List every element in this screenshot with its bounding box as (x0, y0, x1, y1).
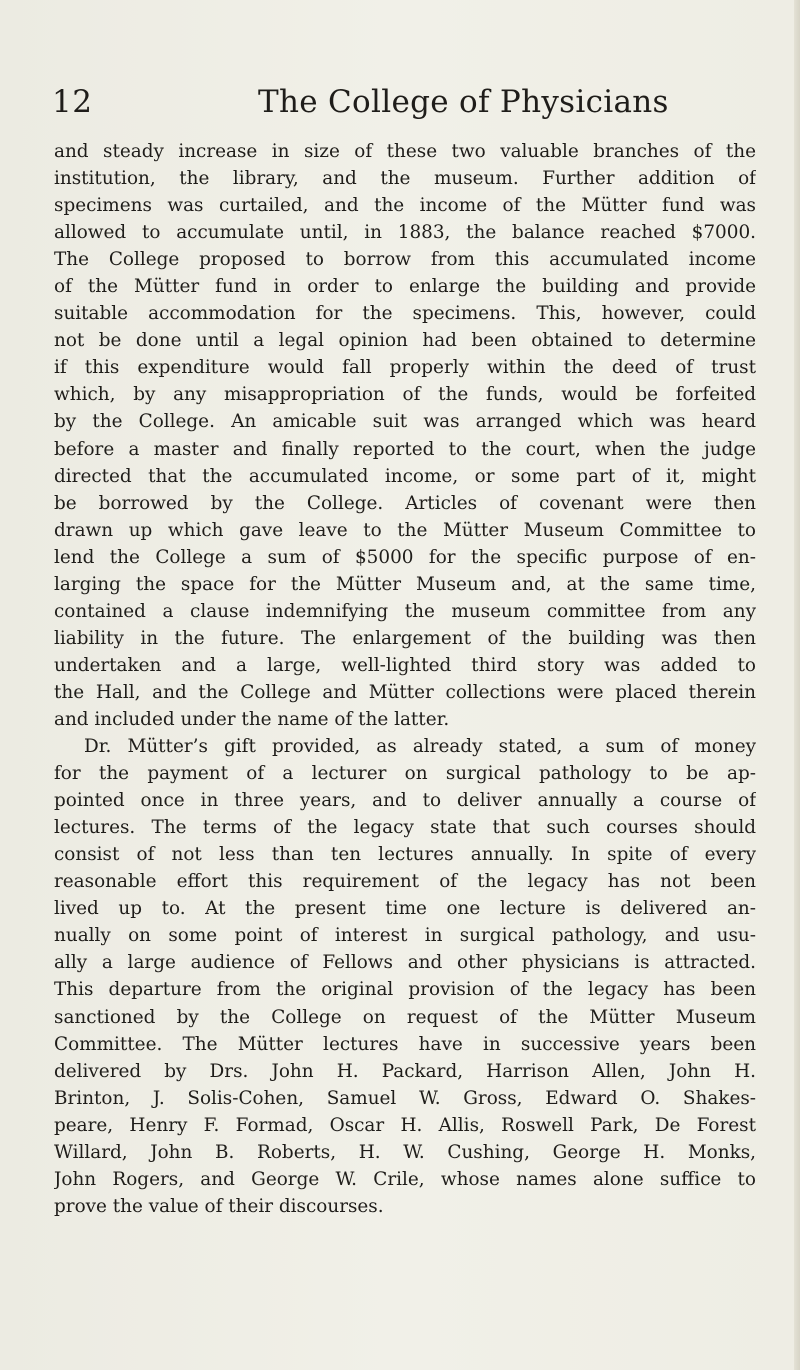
text-line: lend the College a sum of $5000 for the specific purpose of en- (54, 546, 756, 568)
text-line: Willard, John B. Roberts, H. W. Cushing, George H. Monks, (54, 1141, 756, 1163)
text-line: prove the value of their discourses. (54, 1195, 384, 1217)
text-line: not be done until a legal opinion had been obtained to determine (54, 330, 756, 352)
body-text (54, 138, 756, 1220)
text-line: and steady increase in size of these two valuable branches of the (54, 141, 756, 162)
text-line: by the College. An amicable suit was arranged which was heard (54, 411, 756, 433)
text-line: undertaken and a large, well-lighted third story was added to (54, 654, 756, 676)
text-line: institution, the library, and the museum. Further addition of (54, 168, 756, 190)
text-line: pointed once in three years, and to deliver annually a course of (54, 790, 756, 812)
text-line: lived up to. At the present time one lecture is delivered an- (54, 898, 756, 920)
text-line: consist of not less than ten lectures annually. In spite of every (54, 844, 756, 866)
page-number: 12 (52, 84, 93, 120)
text-line: lectures. The terms of the legacy state that such courses should (54, 817, 756, 839)
text-line: peare, Henry F. Formad, Oscar H. Allis, Roswell Park, De Forest (54, 1114, 756, 1136)
text-line: specimens was curtailed, and the income of the Mütter fund was (54, 195, 756, 217)
text-line: allowed to accumulate until, in 1883, the balance reached $7000. (54, 222, 756, 244)
text-line: of the Mütter fund in order to enlarge the building and provide (54, 276, 756, 298)
text-line: and included under the name of the latter. (54, 708, 450, 730)
text-line: ally a large audience of Fellows and other physicians is attracted. (54, 952, 756, 974)
text-line: be borrowed by the College. Articles of covenant were then (54, 492, 756, 514)
text-line: Dr. Mütter’s gift provided, as already stated, a sum of money (84, 736, 756, 758)
text-line: drawn up which gave leave to the Mütter Museum Committee to (54, 519, 756, 541)
text-line: Brinton, J. Solis-Cohen, Samuel W. Gross, Edward O. Shakes- (54, 1087, 756, 1109)
text-line: The College proposed to borrow from this accumulated income (54, 249, 756, 271)
text-line: John Rogers, and George W. Crile, whose names alone suffice to (54, 1168, 756, 1190)
text-line: if this expenditure would fall properly within the deed of trust (54, 357, 756, 379)
page-edge (794, 0, 800, 1370)
page-header (0, 82, 800, 122)
text-line: nually on some point of interest in surgical pathology, and usu- (54, 925, 756, 947)
text-line: sanctioned by the College on request of the Mütter Museum (54, 1006, 756, 1028)
text-line: before a master and finally reported to the court, when the judge (54, 438, 756, 460)
text-line: directed that the accumulated income, or some part of it, might (54, 465, 756, 487)
text-line: This departure from the original provision of the legacy has been (54, 979, 756, 1001)
text-line: which, by any misappropriation of the funds, would be forfeited (54, 384, 756, 406)
text-line: reasonable effort this requirement of the legacy has not been (54, 871, 756, 893)
text-line: suitable accommodation for the specimens. This, however, could (54, 303, 756, 325)
running-title: The College of Physicians (258, 84, 669, 120)
text-line: the Hall, and the College and Mütter collections were placed therein (54, 681, 756, 703)
paragraph (54, 138, 756, 733)
text-line: contained a clause indemnifying the museum committee from any (54, 600, 756, 622)
text-line: delivered by Drs. John H. Packard, Harrison Allen, John H. (54, 1060, 756, 1082)
paragraph (54, 733, 756, 1220)
text-line: Committee. The Mütter lectures have in successive years been (54, 1033, 756, 1055)
text-line: liability in the future. The enlargement of the building was then (54, 627, 756, 649)
text-line: larging the space for the Mütter Museum and, at the same time, (54, 573, 756, 595)
text-line: for the payment of a lecturer on surgical pathology to be ap- (54, 763, 756, 785)
